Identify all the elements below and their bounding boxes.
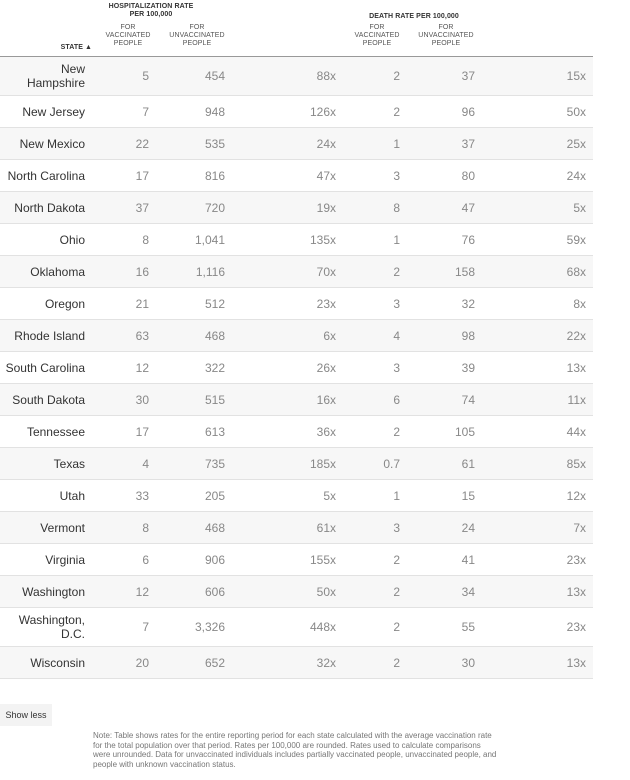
- hosp-vaccinated-cell: 7: [142, 104, 149, 119]
- death-ratio-cell: 24x: [566, 168, 586, 183]
- hosp-unvaccinated-cell: 606: [204, 584, 225, 599]
- table-row: [0, 480, 593, 512]
- death-vaccinated-cell: 1: [393, 232, 400, 247]
- hosp-vaccinated-cell: 16: [135, 264, 149, 279]
- death-vaccinated-cell: 3: [393, 168, 400, 183]
- death-ratio-cell: 68x: [566, 264, 586, 279]
- hosp-ratio-cell: 155x: [309, 552, 336, 567]
- table-row: [0, 256, 593, 288]
- show-less-button[interactable]: Show less: [0, 704, 52, 726]
- death-vaccinated-cell: 2: [393, 552, 400, 567]
- hosp-unvaccinated-cell: 735: [204, 456, 225, 471]
- death-vaccinated-cell: 3: [393, 296, 400, 311]
- state-cell: South Dakota: [12, 392, 85, 407]
- state-cell: Virginia: [45, 552, 85, 567]
- death-ratio-cell: 5x: [573, 200, 586, 215]
- death-vaccinated-cell: 2: [393, 424, 400, 439]
- death-ratio-cell: 59x: [566, 232, 586, 247]
- hosp-ratio-cell: 19x: [316, 200, 336, 215]
- death-ratio-cell: 85x: [566, 456, 586, 471]
- death-unvaccinated-cell: 61: [461, 456, 475, 471]
- hosp-vaccinated-cell: 17: [135, 168, 149, 183]
- state-cell: Oregon: [44, 296, 85, 311]
- hosp-vaccinated-cell: 37: [135, 200, 149, 215]
- state-cell: Utah: [59, 488, 85, 503]
- state-cell: Oklahoma: [30, 264, 85, 279]
- hosp-vaccinated-cell: 7: [142, 620, 149, 634]
- state-header-label: STATE: [60, 44, 83, 51]
- table-row: [0, 96, 593, 128]
- death-unvaccinated-cell: 96: [461, 104, 475, 119]
- hosp-vaccinated-cell: 22: [135, 136, 149, 151]
- hosp-vaccinated-header: FOR VACCINATED PEOPLE: [105, 24, 151, 47]
- hosp-unvaccinated-cell: 535: [204, 136, 225, 151]
- death-vaccinated-cell: 3: [393, 360, 400, 375]
- death-group-header: DEATH RATE PER 100,000: [369, 13, 459, 20]
- death-vaccinated-cell: 2: [393, 620, 400, 634]
- table-header: [0, 0, 593, 57]
- table-body: [0, 57, 593, 679]
- death-unvaccinated-cell: 30: [461, 655, 475, 670]
- hosp-ratio-cell: 448x: [309, 620, 336, 634]
- death-ratio-cell: 15x: [566, 69, 586, 83]
- death-unvaccinated-cell: 74: [461, 392, 475, 407]
- death-vaccinated-cell: 0.7: [383, 456, 400, 471]
- hosp-unvaccinated-cell: 454: [204, 69, 225, 83]
- death-unvaccinated-cell: 80: [461, 168, 475, 183]
- hosp-ratio-cell: 135x: [309, 232, 336, 247]
- death-ratio-cell: 44x: [566, 424, 586, 439]
- death-ratio-cell: 23x: [566, 620, 586, 634]
- hosp-unvaccinated-cell: 468: [204, 328, 225, 343]
- death-unvaccinated-cell: 158: [454, 264, 475, 279]
- death-ratio-cell: 11x: [567, 392, 586, 407]
- death-unvaccinated-header: FOR UNVACCINATED PEOPLE: [418, 24, 474, 47]
- table-row: [0, 192, 593, 224]
- hosp-ratio-cell: 47x: [316, 168, 336, 183]
- table-row: [0, 608, 593, 647]
- death-unvaccinated-cell: 34: [461, 584, 475, 599]
- hosp-unvaccinated-cell: 3,326: [194, 620, 225, 634]
- death-vaccinated-cell: 2: [393, 69, 400, 83]
- hosp-ratio-cell: 50x: [316, 584, 336, 599]
- death-ratio-cell: 50x: [566, 104, 586, 119]
- death-unvaccinated-cell: 47: [461, 200, 475, 215]
- state-cell: Ohio: [59, 232, 85, 247]
- hosp-unvaccinated-cell: 816: [204, 168, 225, 183]
- state-cell: Texas: [53, 456, 85, 471]
- hosp-ratio-cell: 26x: [316, 360, 336, 375]
- table-row: [0, 57, 593, 96]
- hosp-unvaccinated-cell: 205: [204, 488, 225, 503]
- hosp-ratio-cell: 6x: [323, 328, 336, 343]
- table-row: [0, 288, 593, 320]
- table-row: [0, 416, 593, 448]
- death-ratio-cell: 25x: [566, 136, 586, 151]
- state-cell: Rhode Island: [14, 328, 85, 343]
- state-cell: Vermont: [40, 520, 85, 535]
- hosp-unvaccinated-cell: 652: [204, 655, 225, 670]
- hosp-ratio-cell: 126x: [309, 104, 336, 119]
- hosp-unvaccinated-cell: 1,116: [195, 264, 225, 279]
- state-cell: Washington, D.C.: [18, 613, 85, 641]
- hosp-ratio-cell: 185x: [309, 456, 336, 471]
- table-note: Note: Table shows rates for the entire reporting period for each state calculated with the average vaccination rate for the total population over that period. Rates per 100,000 are rounded. Rates used to calculate comparisons were unrounded. Data for unvaccinated individuals includes partially vaccinated people, unvaccinated people, and people with unknown vaccination status.: [93, 731, 497, 769]
- hosp-unvaccinated-cell: 468: [204, 520, 225, 535]
- table-row: [0, 224, 593, 256]
- hosp-vaccinated-cell: 5: [142, 69, 149, 83]
- hosp-unvaccinated-cell: 948: [204, 104, 225, 119]
- death-vaccinated-cell: 8: [393, 200, 400, 215]
- death-ratio-cell: 8x: [573, 296, 586, 311]
- table-row: [0, 352, 593, 384]
- state-cell: Washington: [22, 584, 85, 599]
- hosp-ratio-cell: 36x: [316, 424, 336, 439]
- hosp-vaccinated-cell: 30: [135, 392, 149, 407]
- table-row: [0, 160, 593, 192]
- hospitalization-group-header: HOSPITALIZATION RATE PER 100,000: [108, 3, 194, 18]
- hosp-vaccinated-cell: 8: [142, 232, 149, 247]
- hosp-unvaccinated-cell: 322: [204, 360, 225, 375]
- state-cell: South Carolina: [5, 360, 85, 375]
- hosp-vaccinated-cell: 21: [135, 296, 149, 311]
- table-row: [0, 544, 593, 576]
- hosp-ratio-cell: 24x: [316, 136, 336, 151]
- death-ratio-cell: 13x: [566, 584, 586, 599]
- hosp-unvaccinated-cell: 1,041: [194, 232, 225, 247]
- death-ratio-cell: 12x: [566, 488, 586, 503]
- table-row: [0, 448, 593, 480]
- death-vaccinated-cell: 2: [393, 584, 400, 599]
- death-unvaccinated-cell: 55: [461, 620, 475, 634]
- hosp-unvaccinated-cell: 512: [204, 296, 225, 311]
- state-cell: New Mexico: [19, 136, 85, 151]
- state-cell: North Carolina: [7, 168, 85, 183]
- state-cell: North Dakota: [14, 200, 85, 215]
- death-vaccinated-cell: 1: [393, 488, 400, 503]
- hosp-vaccinated-cell: 63: [135, 328, 149, 343]
- death-unvaccinated-cell: 105: [454, 424, 475, 439]
- hosp-unvaccinated-cell: 906: [204, 552, 225, 567]
- table-row: [0, 320, 593, 352]
- state-column-header[interactable]: [40, 44, 92, 52]
- death-ratio-cell: 23x: [566, 552, 586, 567]
- table-row: [0, 512, 593, 544]
- death-vaccinated-cell: 2: [393, 655, 400, 670]
- hosp-ratio-cell: 32x: [316, 655, 336, 670]
- death-unvaccinated-cell: 39: [461, 360, 475, 375]
- death-unvaccinated-cell: 98: [461, 328, 475, 343]
- hosp-ratio-cell: 61x: [316, 520, 336, 535]
- table-row: [0, 384, 593, 416]
- death-unvaccinated-cell: 24: [461, 520, 475, 535]
- death-unvaccinated-cell: 76: [461, 232, 475, 247]
- hosp-unvaccinated-cell: 720: [204, 200, 225, 215]
- death-vaccinated-cell: 4: [393, 328, 400, 343]
- death-ratio-cell: 13x: [566, 655, 586, 670]
- state-cell: New Jersey: [22, 104, 85, 119]
- hosp-vaccinated-cell: 17: [135, 424, 149, 439]
- hosp-vaccinated-cell: 12: [135, 360, 149, 375]
- sort-ascending-icon: ▲: [84, 44, 92, 51]
- death-ratio-cell: 22x: [566, 328, 586, 343]
- death-vaccinated-cell: 3: [393, 520, 400, 535]
- death-unvaccinated-cell: 41: [461, 552, 475, 567]
- state-cell: Tennessee: [26, 424, 85, 439]
- hosp-vaccinated-cell: 20: [135, 655, 149, 670]
- hosp-unvaccinated-header: FOR UNVACCINATED PEOPLE: [169, 24, 225, 47]
- table-row: [0, 647, 593, 679]
- hosp-vaccinated-cell: 33: [135, 488, 149, 503]
- state-cell: Wisconsin: [30, 655, 85, 670]
- hosp-vaccinated-cell: 6: [142, 552, 149, 567]
- table-row: [0, 128, 593, 160]
- hosp-ratio-cell: 5x: [323, 488, 336, 503]
- hosp-ratio-cell: 88x: [316, 69, 336, 83]
- death-vaccinated-cell: 1: [393, 136, 400, 151]
- death-ratio-cell: 13x: [566, 360, 586, 375]
- hosp-vaccinated-cell: 8: [142, 520, 149, 535]
- death-vaccinated-cell: 2: [393, 264, 400, 279]
- death-vaccinated-header: FOR VACCINATED PEOPLE: [354, 24, 400, 47]
- death-vaccinated-cell: 2: [393, 104, 400, 119]
- hosp-unvaccinated-cell: 515: [204, 392, 225, 407]
- death-vaccinated-cell: 6: [393, 392, 400, 407]
- death-unvaccinated-cell: 37: [461, 69, 475, 83]
- death-unvaccinated-cell: 37: [461, 136, 475, 151]
- death-ratio-cell: 7x: [573, 520, 586, 535]
- death-unvaccinated-cell: 32: [461, 296, 475, 311]
- hosp-vaccinated-cell: 12: [135, 584, 149, 599]
- state-cell: New Hampshire: [26, 62, 85, 90]
- hosp-unvaccinated-cell: 613: [204, 424, 225, 439]
- hosp-ratio-cell: 70x: [316, 264, 336, 279]
- table-row: [0, 576, 593, 608]
- hosp-ratio-cell: 23x: [316, 296, 336, 311]
- hosp-ratio-cell: 16x: [316, 392, 336, 407]
- death-unvaccinated-cell: 15: [461, 488, 475, 503]
- hosp-vaccinated-cell: 4: [142, 456, 149, 471]
